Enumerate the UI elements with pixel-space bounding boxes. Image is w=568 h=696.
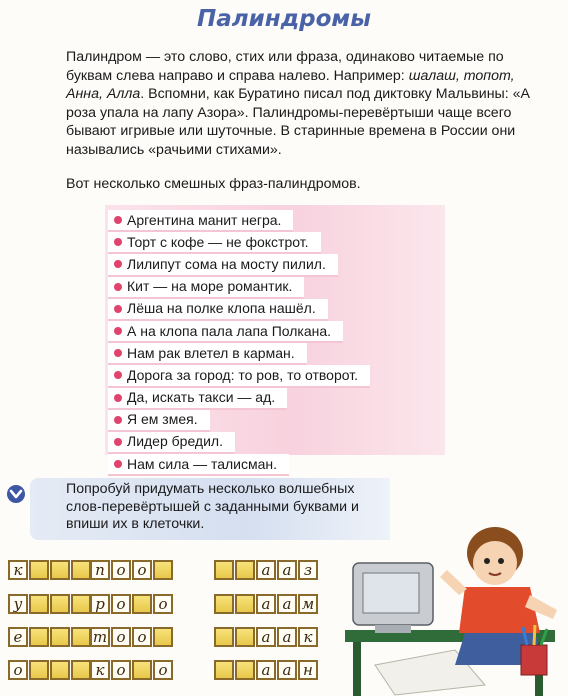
- bullet-icon: [114, 349, 122, 357]
- puzzle-cell: а: [256, 560, 276, 580]
- phrase-item: [108, 343, 307, 365]
- puzzle-cell-empty[interactable]: [214, 560, 234, 580]
- phrase-item: [108, 321, 343, 343]
- boy-face: [473, 541, 517, 585]
- phrase-item: [108, 277, 304, 299]
- puzzle-cell-empty[interactable]: [71, 627, 91, 647]
- puzzle-cell-empty[interactable]: [235, 627, 255, 647]
- puzzle-cell: а: [277, 594, 297, 614]
- bullet-icon: [114, 260, 122, 268]
- puzzle-word: [8, 660, 92, 680]
- bullet-icon: [114, 460, 122, 468]
- puzzle-cell-empty[interactable]: [235, 594, 255, 614]
- intro-paragraph: [66, 48, 536, 160]
- puzzle-word: [214, 660, 319, 680]
- bullet-icon: [114, 238, 122, 246]
- puzzle-word: [90, 594, 174, 614]
- puzzle-cell-empty[interactable]: [235, 660, 255, 680]
- puzzle-word: [8, 594, 92, 614]
- puzzle-word: [90, 627, 174, 647]
- puzzle-cell: о: [111, 594, 131, 614]
- bullet-icon: [114, 283, 122, 291]
- puzzle-cell: м: [298, 594, 318, 614]
- puzzle-cell: п: [90, 560, 110, 580]
- puzzle-cell: о: [111, 627, 131, 647]
- phrase-text: Аргентина манит негра.: [127, 211, 282, 228]
- puzzle-cell-empty[interactable]: [29, 594, 49, 614]
- intro-text-2: . Вспомни, как Буратино писал под диктовку Мальвины: «А роза упала на лапу Азора». Палиндромы-перевёртыши чаще всего бывают игривые или шуточные. В старинные времена в России они назывались «рачьими стихами».: [66, 86, 530, 158]
- puzzle-cell-empty[interactable]: [29, 660, 49, 680]
- puzzle-cell-empty[interactable]: [132, 660, 152, 680]
- boy-shirt: [459, 587, 540, 633]
- phrase-text: Лидер бредил.: [127, 433, 223, 450]
- puzzle-cell: а: [256, 627, 276, 647]
- phrase-item: [108, 210, 293, 232]
- puzzle-cell: а: [277, 660, 297, 680]
- puzzle-cell-empty[interactable]: [153, 627, 173, 647]
- bullet-icon: [114, 394, 122, 402]
- puzzle-cell-empty[interactable]: [50, 594, 70, 614]
- bullet-icon: [114, 416, 122, 424]
- puzzle-cell: а: [256, 660, 276, 680]
- puzzle-cell-empty[interactable]: [214, 627, 234, 647]
- bullet-icon: [114, 305, 122, 313]
- puzzle-cell: е: [8, 627, 28, 647]
- monitor-stand: [375, 625, 411, 633]
- phrase-text: Торт с кофе — не фокстрот.: [127, 233, 309, 250]
- puzzle-cell: к: [90, 660, 110, 680]
- puzzle-word: [8, 627, 92, 647]
- bullet-icon: [114, 216, 122, 224]
- puzzle-cell-empty[interactable]: [153, 560, 173, 580]
- puzzle-cell-empty[interactable]: [71, 660, 91, 680]
- monitor-screen: [363, 573, 419, 613]
- puzzle-cell: о: [153, 594, 173, 614]
- task-instruction: Попробуй придумать несколько волшебных слов-перевёртышей с заданными буквами и впиши их в клеточки.: [66, 481, 359, 532]
- boy-arm: [440, 570, 467, 595]
- pencil-cup-icon: [521, 645, 547, 675]
- desk-leg: [353, 642, 361, 696]
- phrase-list: [108, 210, 370, 476]
- phrase-text: Нам сила — талисман.: [127, 455, 278, 472]
- phrase-text: Дорога за город: то ров, то отворот.: [127, 366, 358, 383]
- page-title: Палиндромы: [196, 6, 372, 32]
- puzzle-cell-empty[interactable]: [71, 594, 91, 614]
- phrase-item: [108, 299, 328, 321]
- puzzle-cell-empty[interactable]: [235, 560, 255, 580]
- bullet-icon: [114, 438, 122, 446]
- phrase-text: Лилипут сома на мосту пилил.: [127, 255, 326, 272]
- puzzle-cell-empty[interactable]: [50, 660, 70, 680]
- puzzle-word: [8, 560, 92, 580]
- puzzle-cell: а: [277, 627, 297, 647]
- boy-computer-illustration: [335, 515, 568, 696]
- puzzle-cell: о: [132, 560, 152, 580]
- puzzle-cell-empty[interactable]: [29, 627, 49, 647]
- puzzle-cell-empty[interactable]: [71, 560, 91, 580]
- puzzle-cell-empty[interactable]: [214, 594, 234, 614]
- puzzle-cell-empty[interactable]: [50, 560, 70, 580]
- puzzle-cell-empty[interactable]: [214, 660, 234, 680]
- puzzle-cell: о: [8, 660, 28, 680]
- puzzle-cell: о: [111, 660, 131, 680]
- phrase-item: [108, 388, 287, 410]
- bullet-icon: [114, 327, 122, 335]
- puzzle-cell-empty[interactable]: [29, 560, 49, 580]
- phrase-item: [108, 232, 321, 254]
- puzzle-word: [214, 594, 319, 614]
- puzzle-word: [214, 627, 319, 647]
- boy-eye: [498, 558, 504, 564]
- phrase-item: [108, 454, 289, 476]
- intro-examples: шалаш, топот, Анна, Алла: [66, 67, 515, 103]
- puzzle-word: [214, 560, 319, 580]
- phrase-text: Лёша на полке клопа нашёл.: [127, 300, 316, 317]
- puzzle-cell: о: [111, 560, 131, 580]
- intro-text-1: Палиндром — это слово, стих или фраза, одинаково читаемые по буквам слева направо и справа налево. Например:: [66, 49, 504, 84]
- puzzle-cell: у: [8, 594, 28, 614]
- puzzle-cell: т: [90, 627, 110, 647]
- phrase-item: [108, 365, 370, 387]
- puzzle-cell: н: [298, 660, 318, 680]
- phrase-text: Нам рак влетел в карман.: [127, 344, 295, 361]
- puzzle-cell: о: [132, 627, 152, 647]
- puzzle-cell: а: [256, 594, 276, 614]
- puzzle-cell: а: [277, 560, 297, 580]
- puzzle-cell-empty[interactable]: [50, 627, 70, 647]
- puzzle-cell: к: [8, 560, 28, 580]
- puzzle-cell: р: [90, 594, 110, 614]
- phrase-item: [108, 254, 338, 276]
- puzzle-cell-empty[interactable]: [132, 594, 152, 614]
- task-marker-icon: [6, 484, 26, 504]
- phrase-item: [108, 432, 235, 454]
- phrase-text: Кит — на море романтик.: [127, 278, 293, 295]
- puzzle-cell: к: [298, 627, 318, 647]
- phrase-text: Да, искать такси — ад.: [127, 389, 276, 406]
- phrase-text: Я ем змея.: [127, 411, 198, 428]
- puzzle-cell: з: [298, 560, 318, 580]
- phrases-heading: Вот несколько смешных фраз-палиндромов.: [66, 176, 361, 192]
- bullet-icon: [114, 371, 122, 379]
- phrase-text: А на клопа пала лапа Полкана.: [127, 322, 332, 339]
- puzzle-word: [90, 560, 174, 580]
- puzzle-cell: о: [153, 660, 173, 680]
- boy-eye: [484, 558, 490, 564]
- phrase-item: [108, 410, 210, 432]
- puzzle-word: [90, 660, 174, 680]
